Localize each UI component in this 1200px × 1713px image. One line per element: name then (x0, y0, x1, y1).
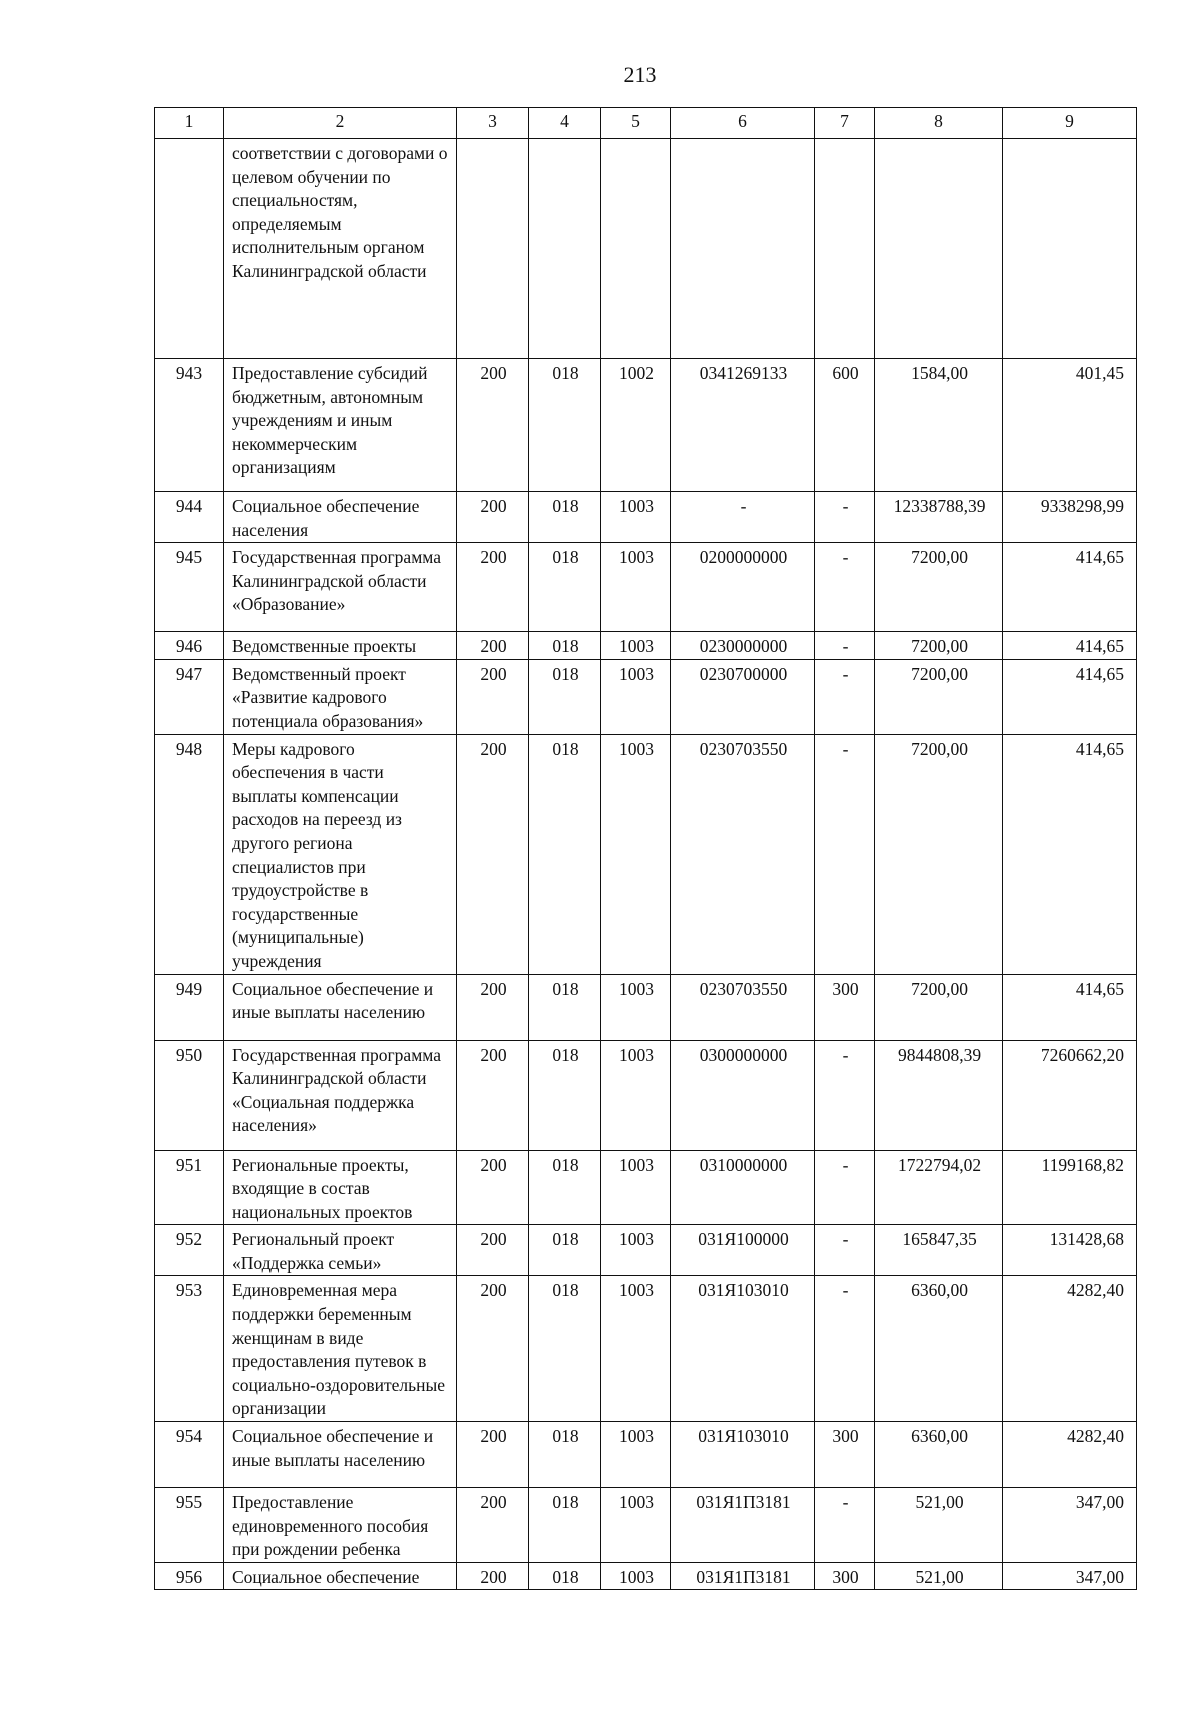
target-code-cell: 0230000000 (671, 632, 815, 660)
code-3-cell: 200 (457, 359, 529, 492)
amount-9-cell: 414,65 (1003, 659, 1137, 734)
code-4-cell: 018 (529, 1225, 601, 1276)
expense-type-cell (815, 139, 875, 359)
expense-type-cell: - (815, 1040, 875, 1150)
amount-9-cell: 414,65 (1003, 734, 1137, 974)
item-name-cell: Государственная программа Калининградской области «Образование» (224, 543, 457, 632)
column-header: 8 (875, 108, 1003, 139)
code-5-cell: 1003 (601, 1276, 671, 1422)
table-row (155, 359, 1137, 492)
code-3-cell: 200 (457, 632, 529, 660)
target-code-cell: 031Я1П3181 (671, 1562, 815, 1590)
code-5-cell: 1003 (601, 1040, 671, 1150)
table-row (155, 1422, 1137, 1488)
item-name-cell: Социальное обеспечение и иные выплаты населению (224, 1422, 457, 1488)
row-number-cell: 956 (155, 1562, 224, 1590)
target-code-cell: 0230703550 (671, 974, 815, 1040)
table-row (155, 139, 1137, 359)
code-5-cell: 1003 (601, 734, 671, 974)
code-3-cell: 200 (457, 492, 529, 543)
target-code-cell: 0300000000 (671, 1040, 815, 1150)
code-4-cell: 018 (529, 1562, 601, 1590)
amount-9-cell: 4282,40 (1003, 1276, 1137, 1422)
expense-type-cell: - (815, 1488, 875, 1563)
table-row (155, 1488, 1137, 1563)
amount-9-cell: 7260662,20 (1003, 1040, 1137, 1150)
target-code-cell: 0310000000 (671, 1150, 815, 1225)
row-number-cell: 946 (155, 632, 224, 660)
row-number-cell: 943 (155, 359, 224, 492)
code-4-cell (529, 139, 601, 359)
row-number-cell: 945 (155, 543, 224, 632)
code-3-cell: 200 (457, 659, 529, 734)
code-3-cell: 200 (457, 543, 529, 632)
column-header: 3 (457, 108, 529, 139)
code-3-cell: 200 (457, 1488, 529, 1563)
amount-8-cell: 7200,00 (875, 543, 1003, 632)
code-3-cell: 200 (457, 1422, 529, 1488)
code-5-cell: 1002 (601, 359, 671, 492)
target-code-cell: 031Я103010 (671, 1276, 815, 1422)
expense-type-cell: - (815, 734, 875, 974)
expense-type-cell: 600 (815, 359, 875, 492)
amount-8-cell: 9844808,39 (875, 1040, 1003, 1150)
target-code-cell (671, 139, 815, 359)
table-row (155, 659, 1137, 734)
code-4-cell: 018 (529, 974, 601, 1040)
item-name-cell: Ведомственный проект «Развитие кадрового потенциала образования» (224, 659, 457, 734)
expense-type-cell: - (815, 1225, 875, 1276)
column-number-header-row (155, 108, 1137, 139)
code-4-cell: 018 (529, 1040, 601, 1150)
code-3-cell: 200 (457, 1562, 529, 1590)
amount-8-cell: 521,00 (875, 1488, 1003, 1563)
amount-9-cell: 4282,40 (1003, 1422, 1137, 1488)
row-number-cell: 953 (155, 1276, 224, 1422)
amount-8-cell: 521,00 (875, 1562, 1003, 1590)
table-row (155, 974, 1137, 1040)
item-name-cell: Ведомственные проекты (224, 632, 457, 660)
expense-type-cell: - (815, 659, 875, 734)
page-number: 213 (623, 62, 657, 87)
table-row (155, 734, 1137, 974)
item-name-cell: Социальное обеспечение (224, 1562, 457, 1590)
code-4-cell: 018 (529, 1488, 601, 1563)
row-number-cell: 951 (155, 1150, 224, 1225)
expense-type-cell: - (815, 1150, 875, 1225)
target-code-cell: 031Я1П3181 (671, 1488, 815, 1563)
item-name-cell: Меры кадрового обеспечения в части выплаты компенсации расходов на переезд из другого региона специалистов при трудоустройстве в государственные (муниципальные) учреждения (224, 734, 457, 974)
code-3-cell: 200 (457, 1150, 529, 1225)
expense-type-cell: 300 (815, 1422, 875, 1488)
column-header: 6 (671, 108, 815, 139)
item-name-cell: Региональные проекты, входящие в состав национальных проектов (224, 1150, 457, 1225)
code-3-cell: 200 (457, 1225, 529, 1276)
row-number-cell: 950 (155, 1040, 224, 1150)
amount-9-cell: 401,45 (1003, 359, 1137, 492)
table-row (155, 492, 1137, 543)
table-row (155, 543, 1137, 632)
amount-8-cell: 165847,35 (875, 1225, 1003, 1276)
target-code-cell: 0230703550 (671, 734, 815, 974)
expense-type-cell: - (815, 1276, 875, 1422)
amount-9-cell: 347,00 (1003, 1562, 1137, 1590)
expense-type-cell: - (815, 632, 875, 660)
code-5-cell: 1003 (601, 1562, 671, 1590)
code-5-cell: 1003 (601, 1488, 671, 1563)
amount-9-cell (1003, 139, 1137, 359)
code-3-cell: 200 (457, 974, 529, 1040)
code-3-cell: 200 (457, 734, 529, 974)
item-name-cell: Региональный проект «Поддержка семьи» (224, 1225, 457, 1276)
expense-type-cell: 300 (815, 1562, 875, 1590)
row-number-cell: 948 (155, 734, 224, 974)
code-4-cell: 018 (529, 632, 601, 660)
item-name-cell: Предоставление единовременного пособия при рождении ребенка (224, 1488, 457, 1563)
expense-type-cell: - (815, 543, 875, 632)
expense-type-cell: 300 (815, 974, 875, 1040)
code-5-cell: 1003 (601, 1225, 671, 1276)
amount-8-cell: 1584,00 (875, 359, 1003, 492)
amount-8-cell: 1722794,02 (875, 1150, 1003, 1225)
column-header: 9 (1003, 108, 1137, 139)
code-5-cell: 1003 (601, 1150, 671, 1225)
row-number-cell: 954 (155, 1422, 224, 1488)
item-name-cell: соответствии с договорами о целевом обучении по специальностям, определяемым исполнительным органом Калининградской области (224, 139, 457, 359)
row-number-cell: 944 (155, 492, 224, 543)
code-4-cell: 018 (529, 1422, 601, 1488)
amount-8-cell: 6360,00 (875, 1422, 1003, 1488)
row-number-cell: 949 (155, 974, 224, 1040)
code-4-cell: 018 (529, 1150, 601, 1225)
item-name-cell: Единовременная мера поддержки беременным женщинам в виде предоставления путевок в социально-оздоровительные организации (224, 1276, 457, 1422)
amount-9-cell: 414,65 (1003, 974, 1137, 1040)
code-3-cell: 200 (457, 1276, 529, 1422)
amount-8-cell: 7200,00 (875, 974, 1003, 1040)
item-name-cell: Социальное обеспечение населения (224, 492, 457, 543)
amount-9-cell: 414,65 (1003, 632, 1137, 660)
code-5-cell: 1003 (601, 974, 671, 1040)
column-header: 7 (815, 108, 875, 139)
amount-8-cell: 7200,00 (875, 659, 1003, 734)
amount-8-cell: 12338788,39 (875, 492, 1003, 543)
table-row (155, 1562, 1137, 1590)
table-row (155, 632, 1137, 660)
amount-8-cell: 7200,00 (875, 734, 1003, 974)
amount-9-cell: 347,00 (1003, 1488, 1137, 1563)
amount-9-cell: 9338298,99 (1003, 492, 1137, 543)
target-code-cell: 031Я103010 (671, 1422, 815, 1488)
amount-9-cell: 131428,68 (1003, 1225, 1137, 1276)
table-row (155, 1276, 1137, 1422)
target-code-cell: 031Я100000 (671, 1225, 815, 1276)
target-code-cell: 0341269133 (671, 359, 815, 492)
target-code-cell: 0230700000 (671, 659, 815, 734)
item-name-cell: Социальное обеспечение и иные выплаты населению (224, 974, 457, 1040)
amount-8-cell (875, 139, 1003, 359)
target-code-cell: - (671, 492, 815, 543)
code-4-cell: 018 (529, 1276, 601, 1422)
row-number-cell: 955 (155, 1488, 224, 1563)
code-4-cell: 018 (529, 492, 601, 543)
item-name-cell: Государственная программа Калининградской области «Социальная поддержка населения» (224, 1040, 457, 1150)
item-name-cell: Предоставление субсидий бюджетным, автономным учреждениям и иным некоммерческим организациям (224, 359, 457, 492)
table-row (155, 1150, 1137, 1225)
amount-9-cell: 414,65 (1003, 543, 1137, 632)
column-header: 1 (155, 108, 224, 139)
row-number-cell (155, 139, 224, 359)
code-4-cell: 018 (529, 543, 601, 632)
table-row (155, 1225, 1137, 1276)
code-5-cell: 1003 (601, 1422, 671, 1488)
target-code-cell: 0200000000 (671, 543, 815, 632)
expense-type-cell: - (815, 492, 875, 543)
row-number-cell: 947 (155, 659, 224, 734)
amount-8-cell: 7200,00 (875, 632, 1003, 660)
column-header: 5 (601, 108, 671, 139)
budget-table (154, 107, 1137, 1590)
code-3-cell (457, 139, 529, 359)
code-3-cell: 200 (457, 1040, 529, 1150)
table-row (155, 1040, 1137, 1150)
column-header: 4 (529, 108, 601, 139)
code-5-cell (601, 139, 671, 359)
amount-9-cell: 1199168,82 (1003, 1150, 1137, 1225)
code-4-cell: 018 (529, 734, 601, 974)
amount-8-cell: 6360,00 (875, 1276, 1003, 1422)
code-5-cell: 1003 (601, 492, 671, 543)
row-number-cell: 952 (155, 1225, 224, 1276)
code-4-cell: 018 (529, 359, 601, 492)
code-5-cell: 1003 (601, 543, 671, 632)
column-header: 2 (224, 108, 457, 139)
code-5-cell: 1003 (601, 659, 671, 734)
code-4-cell: 018 (529, 659, 601, 734)
code-5-cell: 1003 (601, 632, 671, 660)
